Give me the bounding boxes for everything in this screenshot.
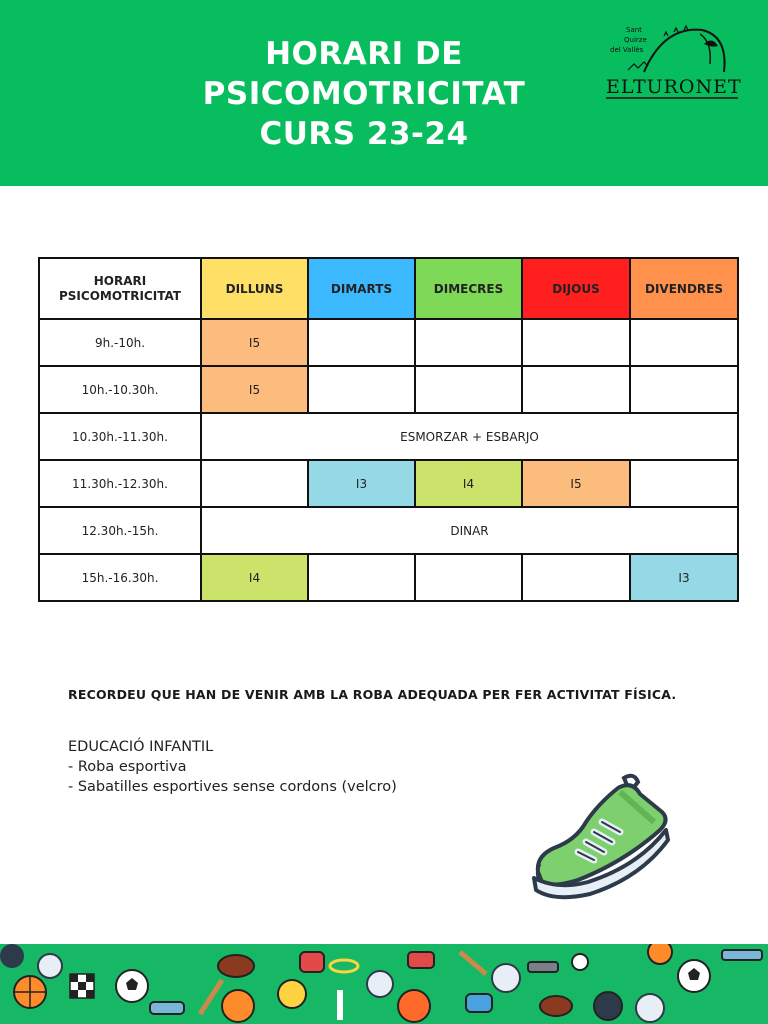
title-line-1: HORARI DE bbox=[265, 36, 463, 72]
header-banner bbox=[0, 0, 768, 186]
school-logo bbox=[604, 24, 740, 100]
corner-header bbox=[39, 258, 201, 319]
day-header-dilluns: DILLUNS bbox=[201, 258, 308, 319]
day-header-dimarts: DIMARTS bbox=[308, 258, 415, 319]
class-cell bbox=[522, 366, 630, 413]
class-cell: I3 bbox=[308, 460, 415, 507]
logo-name: ELTURONET bbox=[606, 76, 742, 98]
class-cell: I5 bbox=[522, 460, 630, 507]
class-cell: I3 bbox=[630, 554, 738, 601]
class-cell bbox=[308, 319, 415, 366]
time-cell: 15h.-16.30h. bbox=[39, 554, 201, 601]
class-cell bbox=[308, 366, 415, 413]
logo-text-sant: Sant bbox=[626, 26, 642, 34]
corner-header-line-1: HORARI bbox=[93, 273, 147, 288]
class-cell: I5 bbox=[201, 319, 308, 366]
sports-equipment-icon bbox=[0, 944, 768, 1024]
table-row bbox=[39, 366, 738, 413]
class-cell bbox=[630, 460, 738, 507]
class-cell bbox=[415, 366, 522, 413]
time-cell: 10h.-10.30h. bbox=[39, 366, 201, 413]
title-line-3: CURS 23-24 bbox=[259, 116, 469, 152]
info-heading: EDUCACIÓ INFANTIL bbox=[68, 739, 214, 755]
time-cell: 10.30h.-11.30h. bbox=[39, 413, 201, 460]
page-title bbox=[144, 34, 584, 154]
corner-header-line-2: PSICOMOTRICITAT bbox=[58, 288, 181, 303]
schedule-table bbox=[38, 257, 739, 602]
day-header-dijous: DIJOUS bbox=[522, 258, 630, 319]
break-cell: ESMORZAR + ESBARJO bbox=[201, 413, 738, 460]
title-line-2: PSICOMOTRICITAT bbox=[202, 76, 526, 112]
time-cell: 9h.-10h. bbox=[39, 319, 201, 366]
table-header-row bbox=[39, 258, 738, 319]
class-cell bbox=[630, 319, 738, 366]
table-row bbox=[39, 413, 738, 460]
class-cell bbox=[630, 366, 738, 413]
table-row bbox=[39, 554, 738, 601]
info-item: - Sabatilles esportives sense cordons (velcro) bbox=[68, 779, 397, 795]
equipment-info bbox=[68, 737, 397, 797]
logo-text-quirze: Quirze bbox=[624, 36, 647, 44]
class-cell: I5 bbox=[201, 366, 308, 413]
sneaker-icon bbox=[528, 770, 672, 904]
lunch-cell: DINAR bbox=[201, 507, 738, 554]
class-cell bbox=[522, 554, 630, 601]
sports-footer-banner bbox=[0, 944, 768, 1024]
logo-text-valles: del Vallès bbox=[610, 46, 644, 54]
class-cell bbox=[415, 554, 522, 601]
time-cell: 12.30h.-15h. bbox=[39, 507, 201, 554]
day-header-divendres: DIVENDRES bbox=[630, 258, 738, 319]
class-cell: I4 bbox=[201, 554, 308, 601]
class-cell bbox=[522, 319, 630, 366]
table-row bbox=[39, 507, 738, 554]
class-cell bbox=[201, 460, 308, 507]
class-cell: I4 bbox=[415, 460, 522, 507]
time-cell: 11.30h.-12.30h. bbox=[39, 460, 201, 507]
table-row bbox=[39, 319, 738, 366]
class-cell bbox=[308, 554, 415, 601]
reminder-text: RECORDEU QUE HAN DE VENIR AMB LA ROBA ADEQUADA PER FER ACTIVITAT FÍSICA. bbox=[68, 687, 677, 702]
day-header-dimecres: DIMECRES bbox=[415, 258, 522, 319]
table-row bbox=[39, 460, 738, 507]
class-cell bbox=[415, 319, 522, 366]
info-item: - Roba esportiva bbox=[68, 759, 187, 775]
